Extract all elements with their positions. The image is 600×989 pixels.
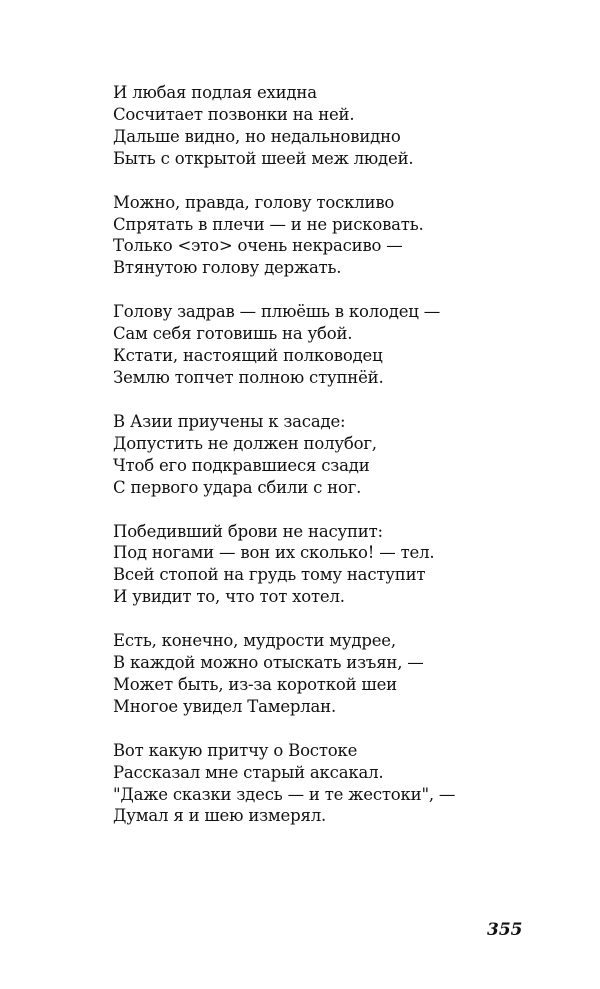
poem-line: Рассказал мне старый аксакал. xyxy=(113,762,384,782)
poem-line: Голову задрав — плюёшь в колодец — xyxy=(113,302,441,322)
poem-line: "Даже сказки здесь — и те жестоки", — xyxy=(113,784,456,804)
stanza-6 xyxy=(113,630,553,718)
poem-line: Многое увидел Тамерлан. xyxy=(113,696,337,716)
poem-line: Думал я и шею измерял. xyxy=(113,806,327,826)
stanza-3 xyxy=(113,301,553,389)
poem-line: И любая подлая ехидна xyxy=(113,83,317,102)
stanza-4 xyxy=(113,411,553,499)
poem-line: Допустить не должен полубог, xyxy=(113,433,377,453)
poem-line: Под ногами — вон их сколько! — тел. xyxy=(113,543,435,563)
poem-line: Землю топчет полною ступнёй. xyxy=(113,367,384,387)
stanza-5 xyxy=(113,521,553,609)
stanza-7 xyxy=(113,740,553,828)
stanza-1 xyxy=(113,82,553,170)
poem-line: Можно, правда, голову тоскливо xyxy=(113,192,395,212)
poem-line: В каждой можно отыскать изъян, — xyxy=(113,653,424,673)
poem-line: Может быть, из-за короткой шеи xyxy=(113,674,397,694)
poem-line: Всей стопой на грудь тому наступит xyxy=(113,565,426,585)
poem-line: Кстати, настоящий полководец xyxy=(113,346,383,366)
poem-line: Быть с открытой шеей меж людей. xyxy=(113,148,414,168)
stanza-2 xyxy=(113,192,553,280)
poem-line: С первого удара сбили с ног. xyxy=(113,477,362,497)
page-number: 355 xyxy=(487,920,523,940)
poem-line: Вот какую притчу о Востоке xyxy=(113,740,358,760)
poem-line: Есть, конечно, мудрости мудрее, xyxy=(113,631,396,651)
poem-line: Дальше видно, но недальновидно xyxy=(113,126,401,146)
poem-line: Спрятать в плечи — и не рисковать. xyxy=(113,214,424,234)
poem-line: И увидит то, что тот хотел. xyxy=(113,587,345,607)
poem-line: Втянутою голову держать. xyxy=(113,258,342,278)
poem-line: Чтоб его подкравшиеся сзади xyxy=(113,455,370,475)
poem-line: Только <это> очень некрасиво — xyxy=(113,236,403,256)
poem-line: Сосчитает позвонки на ней. xyxy=(113,104,355,124)
poem-line: В Азии приучены к засаде: xyxy=(113,411,346,431)
poem-line: Сам себя готовишь на убой. xyxy=(113,324,353,344)
poem-line: Победивший брови не насупит: xyxy=(113,521,383,541)
poem-text xyxy=(113,82,553,849)
